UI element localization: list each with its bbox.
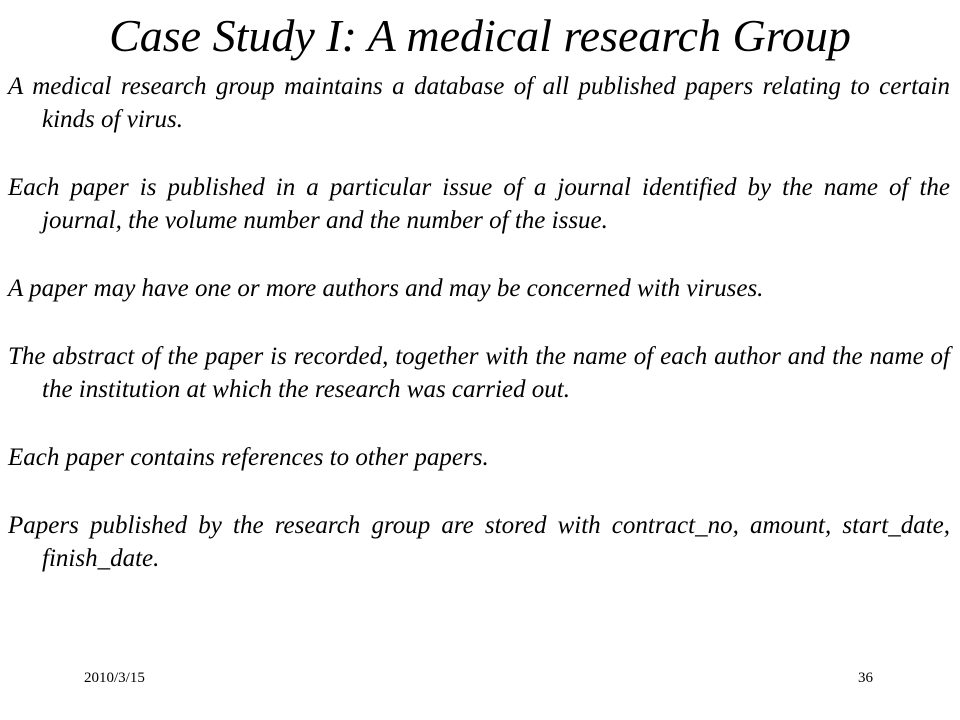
paragraph-abstract: The abstract of the paper is recorded, together with the name of each author and the name of the institution at which the research was carried out. (8, 343, 950, 403)
footer-date: 2010/3/15 (84, 670, 145, 686)
paragraph-journal-issue: Each paper is published in a particular issue of a journal identified by the name of the journal, the volume number and the number of the issue. (8, 174, 950, 234)
paragraph-references: Each paper contains references to other papers. (8, 444, 489, 471)
paragraph-contracts: Papers published by the research group are stored with contract_no, amount, start_date, finish_date. (8, 512, 950, 572)
paragraph-database: A medical research group maintains a database of all published papers relating to certain kinds of virus. (8, 73, 950, 133)
slide-title: Case Study I: A medical research Group (109, 10, 851, 61)
paragraph-authors: A paper may have one or more authors and may be concerned with viruses. (8, 275, 764, 302)
page-number: 36 (858, 670, 873, 686)
slide-body (8, 70, 950, 610)
